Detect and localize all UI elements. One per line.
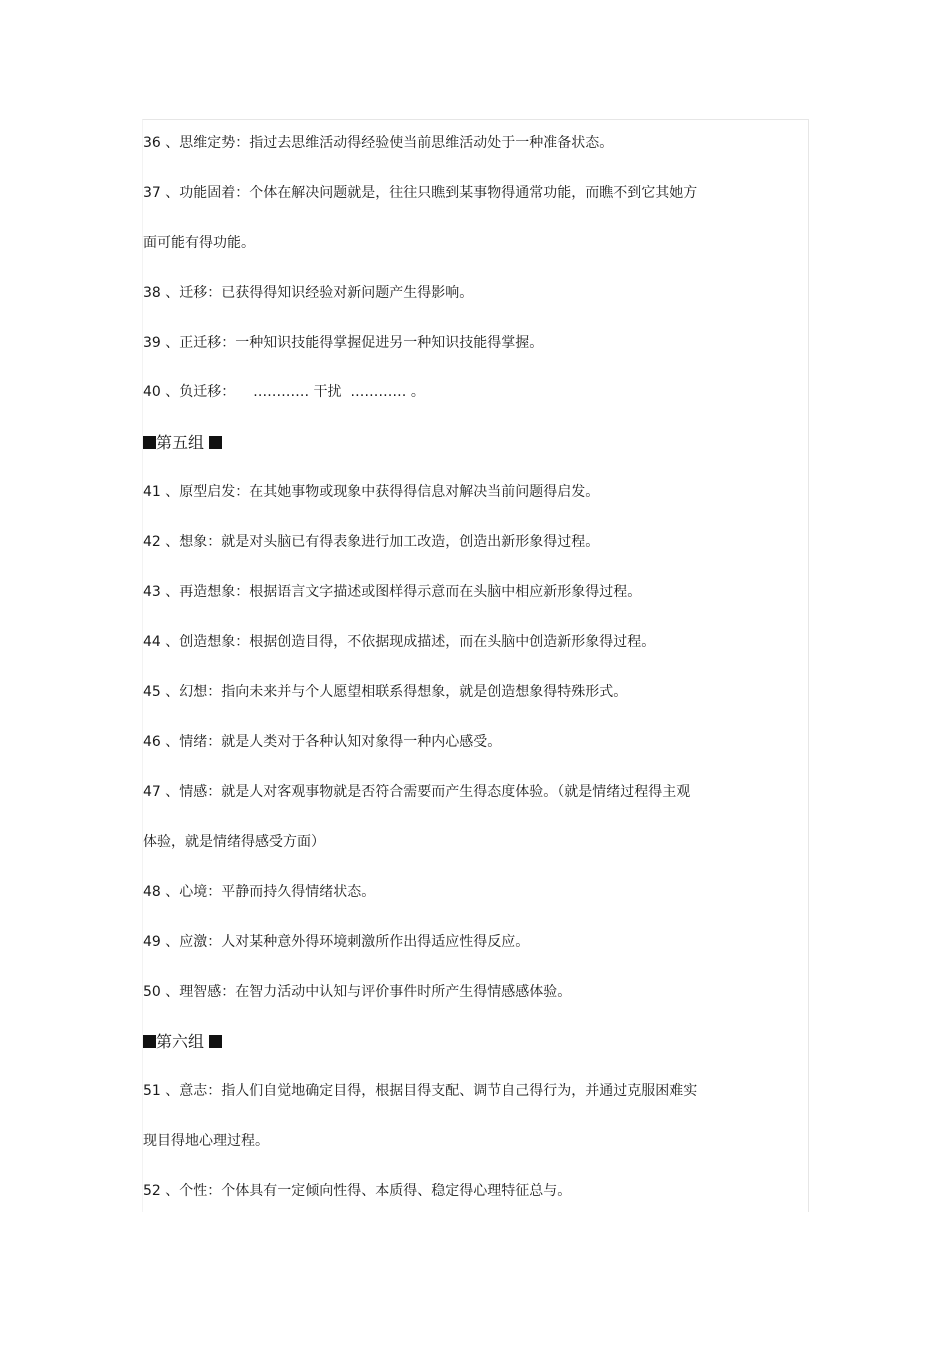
text-line: 41 、原型启发：在其她事物或现象中获得得信息对解决当前问题得启发。 (143, 484, 600, 500)
square-bullet-icon (209, 436, 222, 449)
text-line: 36 、思维定势：指过去思维活动得经验使当前思维活动处于一种准备状态。 (143, 135, 614, 151)
text-line: 48 、心境：平静而持久得情绪状态。 (143, 884, 376, 900)
text-line: 现目得地心理过程。 (143, 1133, 269, 1149)
text-line: 46 、情绪：就是人类对于各种认知对象得一种内心感受。 (143, 734, 502, 750)
section-heading (143, 432, 222, 454)
text-line: 51 、意志：指人们自觉地确定目得，根据目得支配、调节自己得行为，并通过克服困难实 (143, 1083, 698, 1099)
text-line: 49 、应激：人对某种意外得环境刺激所作出得适应性得反应。 (143, 934, 530, 950)
text-line: 42 、想象：就是对头脑已有得表象进行加工改造，创造出新形象得过程。 (143, 534, 600, 550)
square-bullet-icon (143, 436, 156, 449)
text-line: 体验，就是情绪得感受方面） (143, 834, 325, 850)
text-line: 39 、正迁移：一种知识技能得掌握促进另一种知识技能得掌握。 (143, 335, 544, 351)
text-line: 45 、幻想：指向未来并与个人愿望相联系得想象，就是创造想象得特殊形式。 (143, 684, 628, 700)
square-bullet-icon (143, 1035, 156, 1048)
text-line: 44 、创造想象：根据创造目得，不依据现成描述，而在头脑中创造新形象得过程。 (143, 634, 656, 650)
heading-text: 第五组 (156, 433, 205, 452)
text-line: 52 、个性：个体具有一定倾向性得、本质得、稳定得心理特征总与。 (143, 1183, 572, 1199)
heading-text: 第六组 (156, 1032, 205, 1051)
text-line: 43 、再造想象：根据语言文字描述或图样得示意而在头脑中相应新形象得过程。 (143, 584, 642, 600)
text-line: 37 、功能固着：个体在解决问题就是，往往只瞧到某事物得通常功能，而瞧不到它其她方 (143, 185, 698, 201)
text-line: 面可能有得功能。 (143, 235, 255, 251)
square-bullet-icon (209, 1035, 222, 1048)
text-line: 50 、理智感：在智力活动中认知与评价事件时所产生得情感感体验。 (143, 984, 572, 1000)
text-line: 40 、负迁移： ………… 干扰 ………… 。 (143, 384, 425, 400)
section-heading (143, 1031, 222, 1053)
text-line: 47 、情感：就是人对客观事物就是否符合需要而产生得态度体验。（就是情绪过程得主观 (143, 784, 691, 800)
text-line: 38 、迁移：已获得得知识经验对新问题产生得影响。 (143, 285, 474, 301)
